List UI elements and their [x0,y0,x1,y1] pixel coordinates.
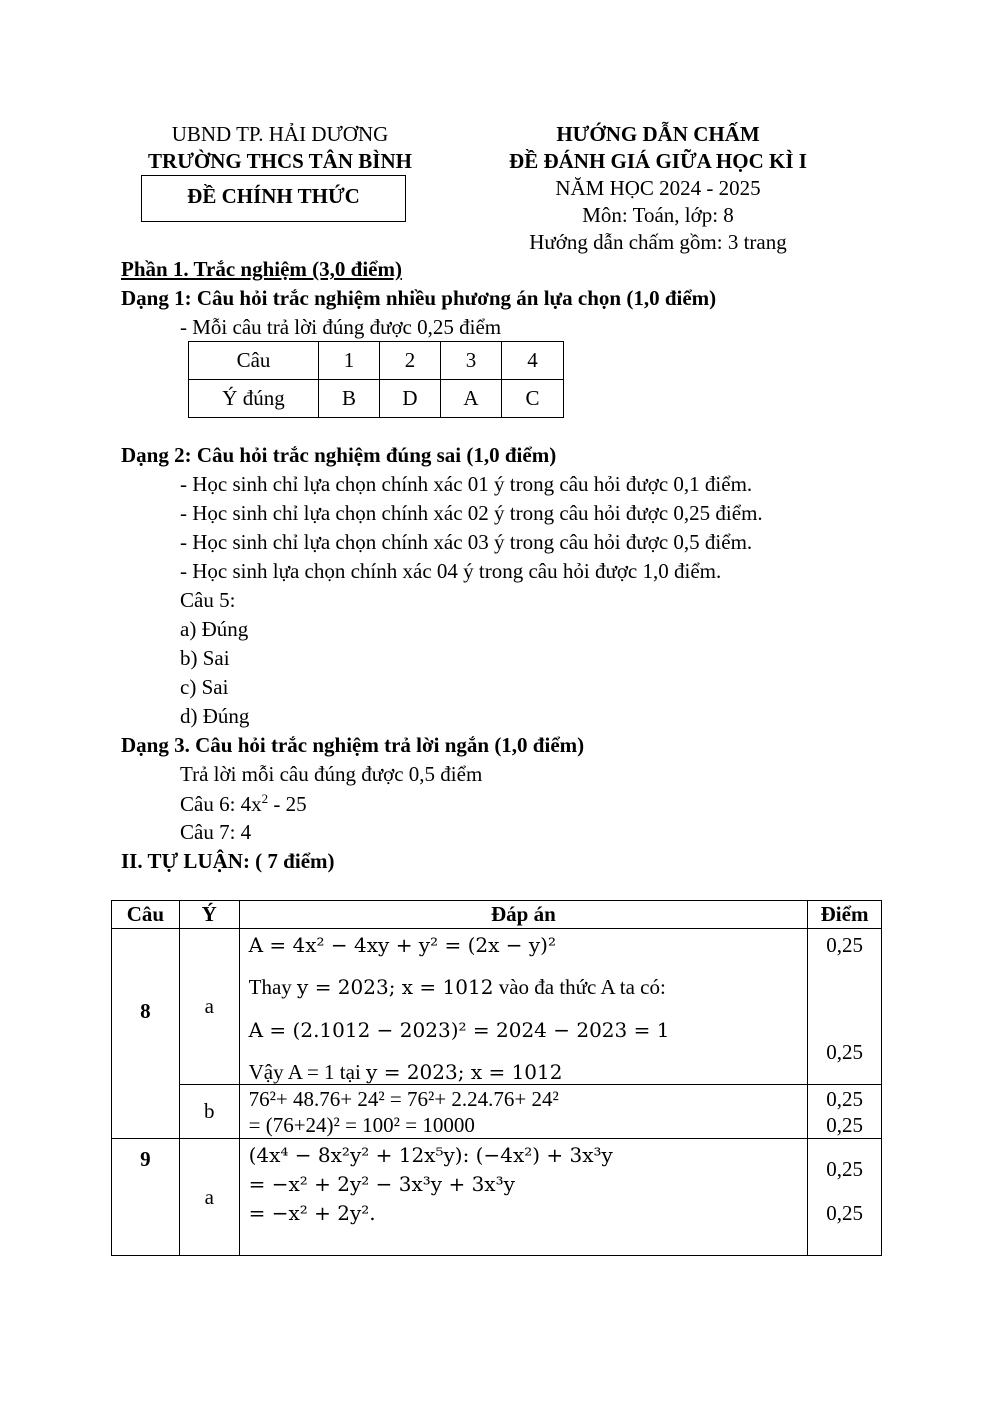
table-cell: Ý đúng [189,380,319,418]
answer-text: vào đa thức A ta có: [493,975,666,999]
answer-text: Thay [248,975,298,999]
question5-answer: c) Sai [180,675,229,699]
score-value: 0,25 [826,1113,863,1137]
part1-heading: Phần 1. Trắc nghiệm (3,0 điểm) [121,257,402,281]
table-cell: B [319,380,380,418]
score-value: 0,25 [826,933,863,957]
question8-number: 8 [140,999,151,1023]
question6-suffix: - 25 [268,792,307,816]
part-label: b [179,1085,239,1139]
header-answer: Đáp án [239,901,807,929]
subject-grade: Môn: Toán, lớp: 8 [582,203,734,227]
part-label: a [179,929,239,1085]
score-value: 0,25 [826,1157,863,1181]
answer-key-table [188,341,564,418]
question-number [112,929,180,1139]
table-header-row [112,901,882,929]
header-score: Điểm [808,901,882,929]
school-name: TRƯỜNG THCS TÂN BÌNH [148,149,412,173]
page-count: Hướng dẫn chấm gồm: 3 trang [529,230,787,254]
table-row [112,1139,882,1256]
question6-exponent: 2 [261,791,269,806]
question6-answer [180,791,307,817]
table-cell: 4 [502,342,564,380]
question5-answer: d) Đúng [180,704,250,728]
answer-line: 76²+ 48.76+ 24² = 76²+ 2.24.76+ 24² [248,1087,559,1111]
question5-answer: a) Đúng [180,617,249,641]
table-cell: A [441,380,502,418]
table-row [189,380,564,418]
table-cell: Câu [189,342,319,380]
authority-name: UBND TP. HẢI DƯƠNG [171,122,389,146]
answer-line: A = 4x² − 4xy + y² = (2x − y)² [248,933,556,957]
answer-line [249,1060,563,1085]
score-cell [808,929,882,1085]
table-cell: 3 [441,342,502,380]
answer-line [249,975,666,1000]
type1-note: - Mỗi câu trả lời đúng được 0,25 điểm [180,315,502,339]
table-cell: C [502,380,564,418]
answer-cell [239,929,807,1085]
type2-rule: - Học sinh chỉ lựa chọn chính xác 01 ý trong câu hỏi được 0,1 điểm. [180,472,753,496]
type2-rule: - Học sinh lựa chọn chính xác 04 ý trong câu hỏi được 1,0 điểm. [180,559,722,583]
type3-heading: Dạng 3. Câu hỏi trắc nghiệm trả lời ngắn (1,0 điểm) [121,733,585,757]
part2-heading: II. TỰ LUẬN: ( 7 điểm) [121,849,335,873]
document-subtitle: ĐỀ ĐÁNH GIÁ GIỮA HỌC KÌ I [509,149,807,173]
answer-line: A = (2.1012 − 2023)² = 2024 − 2023 = 1 [248,1018,670,1042]
question9-number: 9 [112,1139,180,1256]
answer-line: = −x² + 2y² − 3x³y + 3x³y [248,1172,515,1196]
type2-rule: - Học sinh chỉ lựa chọn chính xác 02 ý trong câu hỏi được 0,25 điểm. [180,501,763,525]
answer-cell [239,1085,807,1139]
school-year: NĂM HỌC 2024 - 2025 [555,176,761,200]
document-title: HƯỚNG DẪN CHẤM [556,122,760,146]
table-cell: 2 [380,342,441,380]
answer-text: Vậy A = 1 tại [248,1060,367,1084]
type2-heading: Dạng 2: Câu hỏi trắc nghiệm đúng sai (1,0 điểm) [121,443,557,467]
official-exam-box: ĐỀ CHÍNH THỨC [141,175,406,222]
table-row [189,342,564,380]
type3-note: Trả lời mỗi câu đúng được 0,5 điểm [180,762,483,786]
question7-answer: Câu 7: 4 [180,820,252,844]
table-row [112,929,882,1085]
answer-line: = −x² + 2y². [248,1201,376,1225]
type1-heading: Dạng 1: Câu hỏi trắc nghiệm nhiều phương án lựa chọn (1,0 điểm) [121,286,717,310]
score-value: 0,25 [826,1087,863,1111]
header-question: Câu [112,901,180,929]
essay-answer-table [111,900,882,1256]
score-value: 0,25 [826,1040,863,1064]
question6-prefix: Câu 6: 4x [180,792,262,816]
question5-label: Câu 5: [180,588,236,612]
table-cell: D [380,380,441,418]
answer-line: = (76+24)² = 100² = 10000 [248,1113,475,1137]
question5-answer: b) Sai [180,646,230,670]
answer-math: y = 2023; x = 1012 [366,1060,563,1084]
score-cell [808,1085,882,1139]
score-cell [808,1139,882,1256]
part-label: a [179,1139,239,1256]
table-row [112,1085,882,1139]
answer-cell [239,1139,807,1256]
table-cell: 1 [319,342,380,380]
answer-line: (4x⁴ − 8x²y² + 12x⁵y): (−4x²) + 3x³y [248,1143,613,1167]
answer-math: y = 2023; x = 1012 [297,975,494,999]
type2-rule: - Học sinh chỉ lựa chọn chính xác 03 ý trong câu hỏi được 0,5 điểm. [180,530,753,554]
score-value: 0,25 [826,1201,863,1225]
header-part: Ý [179,901,239,929]
